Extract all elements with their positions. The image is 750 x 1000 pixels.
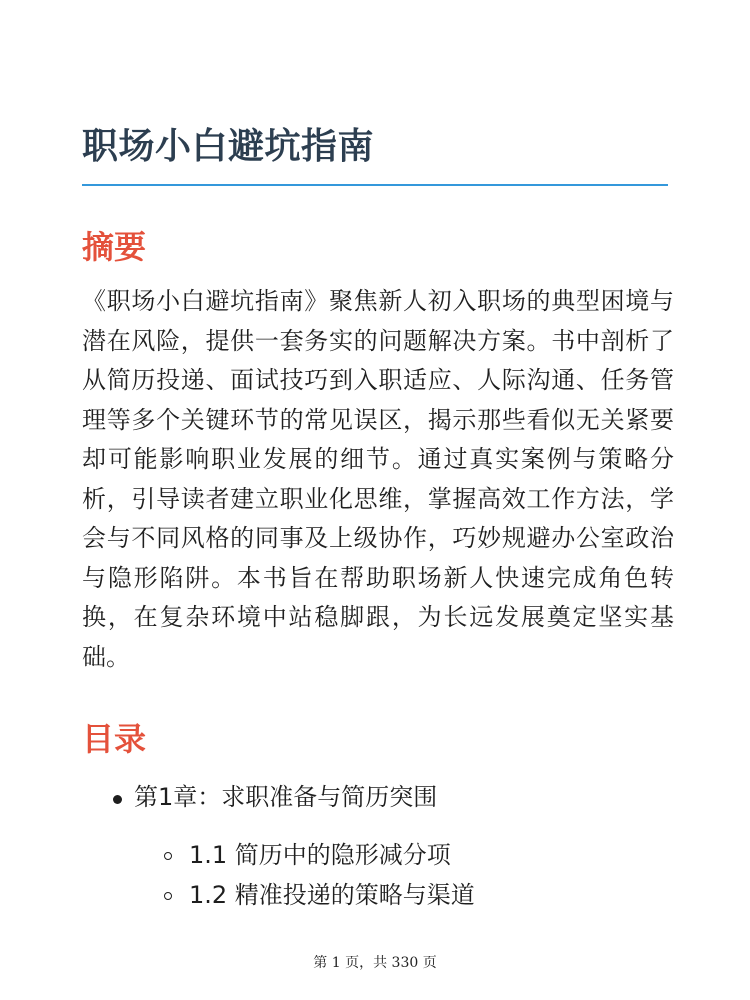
toc-heading: 目录 — [82, 720, 147, 758]
document-title: 职场小白避坑指南 — [82, 126, 375, 167]
page-footer: 第 1 页，共 330 页 — [313, 955, 437, 971]
abstract-text: 《职场小白避坑指南》聚焦新人初入职场的典型困境与潜在风险，提供一套务实的问题解决方案。书中剖析了从简历投递、面试技巧到入职适应、人际沟通、任务管理等多个关键环节的常见误区，揭示那些看似无关紧要却可能影响职业发展的细节。通过真实案例与策略分析，引导读者建立职业化思维，掌握高效工作方法，学会与不同风格的同事及上级协作，巧妙规避办公室政治与隐形陷阱。本书旨在帮助职场新人快速完成角色转换，在复杂环境中站稳脚跟，为长远发展奠定坚实基础。 — [82, 287, 674, 671]
abstract-heading: 摘要 — [82, 228, 147, 266]
title-divider — [82, 184, 668, 186]
toc-section-1-1[interactable]: 1.1 简历中的隐形减分项 — [189, 841, 451, 869]
bullet-disc-icon — [113, 795, 122, 804]
toc-chapter-1[interactable]: 第1章：求职准备与简历突围 — [134, 783, 438, 811]
bullet-circle-icon — [164, 892, 172, 900]
toc-section-1-2[interactable]: 1.2 精准投递的策略与渠道 — [189, 881, 475, 909]
bullet-circle-icon — [164, 852, 172, 860]
